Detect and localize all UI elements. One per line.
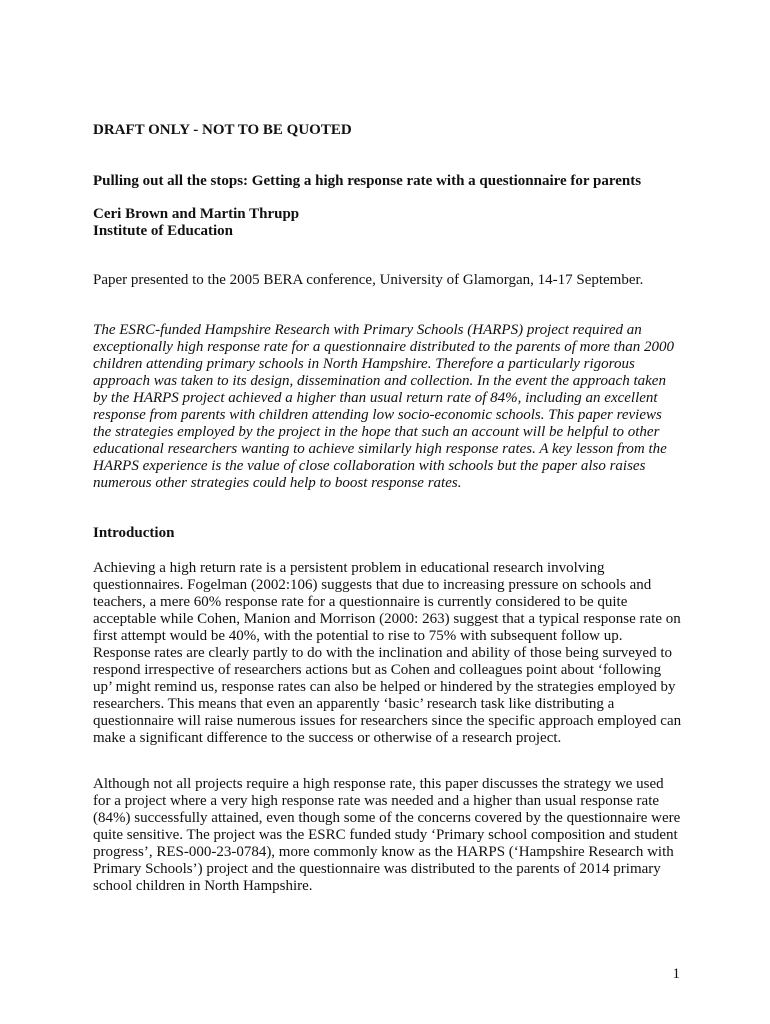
introduction-paragraph-2: Although not all projects require a high response rate, this paper discusses the strategy we used for a project where a very high response rate was needed and a higher than usual response rate (84%) successfully attained, even though some of the concerns covered by the questionnaire were quite sensitive. The project was the ESRC funded study ‘Primary school composition and student progress’, RES-000-23-0784), more commonly know as the HARPS (‘Hampshire Research with Primary Schools’) project and the questionnaire was distributed to the parents of 2014 primary school children in North Hampshire. bbox=[93, 776, 681, 894]
author-names: Ceri Brown and Martin Thrupp bbox=[93, 206, 300, 222]
paper-title: Pulling out all the stops: Getting a high response rate with a questionnaire for parents bbox=[93, 173, 642, 189]
introduction-paragraph-1: Achieving a high return rate is a persistent problem in educational research involving questionnaires. Fogelman (2002:106) suggests that due to increasing pressure on schools and teachers, a mere 60% response rate for a questionnaire is currently considered to be quite acceptable while Cohen, Manion and Morrison (2000: 263) suggest that a typical response rate on first attempt would be 40%, with the potential to rise to 75% with subsequent follow up. Response rates are clearly partly to do with the inclination and ability of those being surveyed to respond irrespective of researchers actions but as Cohen and colleagues point about ‘following up’ might remind us, response rates can also be helped or hindered by the strategies employed by researchers. This means that even an apparently ‘basic’ research task like distributing a questionnaire will raise numerous issues for researchers since the specific approach employed can make a significant difference to the success or otherwise of a research project. bbox=[93, 560, 682, 746]
introduction-heading: Introduction bbox=[93, 525, 175, 541]
presentation-note: Paper presented to the 2005 BERA conference, University of Glamorgan, 14-17 September. bbox=[93, 272, 644, 288]
draft-notice: DRAFT ONLY - NOT TO BE QUOTED bbox=[93, 122, 352, 138]
author-block bbox=[93, 206, 683, 240]
page-number: 1 bbox=[672, 966, 680, 982]
author-institution: Institute of Education bbox=[93, 223, 234, 239]
abstract: The ESRC-funded Hampshire Research with Primary Schools (HARPS) project required an exceptionally high response rate for a questionnaire distributed to the parents of more than 2000 children attending primary schools in North Hampshire. Therefore a particularly rigorous approach was taken to its design, dissemination and collection. In the event the approach taken by the HARPS project achieved a higher than usual return rate of 84%, including an excellent response from parents with children attending low socio-economic schools. This paper reviews the strategies employed by the project in the hope that such an account will be helpful to other educational researchers wanting to achieve similarly high response rates. A key lesson from the HARPS experience is the value of close collaboration with schools but the paper also raises numerous other strategies could help to boost response rates. bbox=[93, 322, 675, 491]
